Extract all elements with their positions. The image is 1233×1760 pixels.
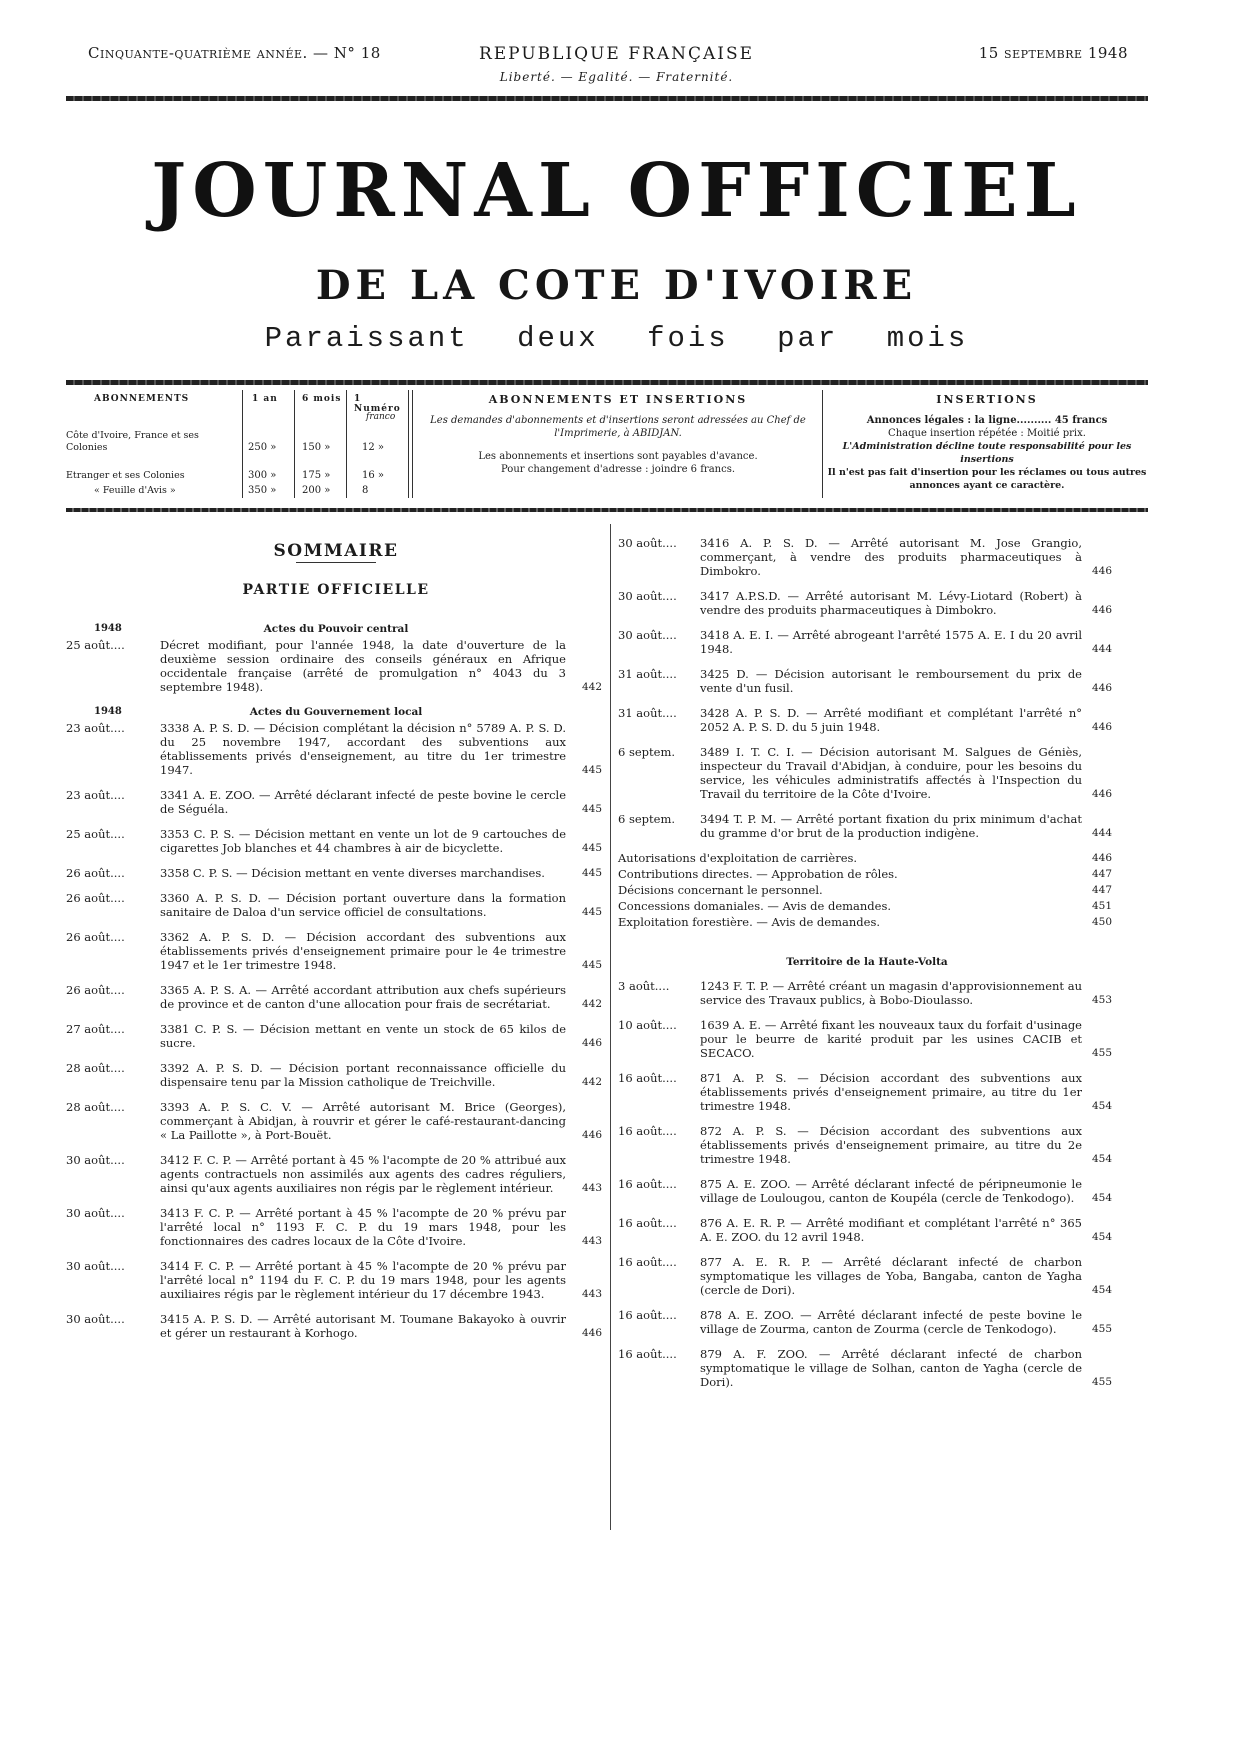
list-item (66, 638, 606, 694)
entry-date: 23 août.... (66, 721, 125, 735)
entry-text: 871 A. P. S. — Décision accordant des subventions aux établissements privés d'enseignement primaire, au titre du 1er trimestre 1948. (700, 1071, 1082, 1113)
entry-page: 455 (1091, 1047, 1112, 1059)
section-year: 1948 (94, 623, 122, 634)
entry-text: 872 A. P. S. — Décision accordant des subventions aux établissements privés d'enseignement primaire, au titre du 2e trimestre 1948. (700, 1124, 1082, 1166)
masthead-subtitle: DE LA COTE D'IVOIRE (315, 262, 918, 309)
insertions-text: L'Administration décline toute responsabilité pour les insertions (842, 441, 1132, 465)
entry-text: 3381 C. P. S. — Décision mettant en vente un stock de 65 kilos de sucre. (160, 1022, 566, 1050)
entry-page: 445 (581, 906, 602, 918)
entry-text: 3393 A. P. S. C. V. — Arrêté autorisant M. Brice (Georges), commerçant à Abidjan, à rouvrir et gérer le café-restaurant-dancing « La Paillotte », à Port-Bouët. (160, 1100, 566, 1142)
entry-text: 3412 F. C. P. — Arrêté portant à 45 % l'acompte de 20 % attribué aux agents contractuels non assimilés aux agents des cadres réguliers, ainsi qu'aux agents auxiliaires non régis par le règlement intérieur. (160, 1153, 566, 1195)
subscription-franco: franco (366, 412, 396, 422)
entry-page: 442 (581, 998, 602, 1010)
entry-text: 3494 T. P. M. — Arrêté portant fixation du prix minimum d'achat du gramme d'or brut de la production indigène. (700, 812, 1082, 840)
list-item (618, 1255, 1116, 1297)
list-item (66, 930, 606, 972)
entry-date: 6 septem. (618, 812, 676, 826)
insertions-title: INSERTIONS (936, 393, 1038, 406)
entry-page: 455 (1091, 1323, 1112, 1335)
subscription-info-title: ABONNEMENTS ET INSERTIONS (488, 393, 748, 406)
sommaire-title: SOMMAIRE (273, 541, 399, 561)
entry-date: 28 août.... (66, 1061, 125, 1075)
subscription-row-label: « Feuille d'Avis » (94, 485, 176, 496)
list-item (66, 788, 606, 816)
entry-text: Concessions domaniales. — Avis de demandes. (618, 899, 892, 913)
republic-motto: Liberté. — Egalité. — Fraternité. (499, 70, 734, 84)
list-item (66, 1312, 606, 1340)
subscription-row-year: 300 » (248, 470, 277, 481)
entry-page: 445 (581, 959, 602, 971)
subscription-col-divider (346, 390, 347, 498)
list-item (618, 1216, 1116, 1244)
subscription-info-text: Pour changement d'adresse : joindre 6 francs. (500, 464, 736, 475)
top-rule (66, 96, 1148, 101)
subscription-row-label: Côte d'Ivoire, France et ses Colonies (66, 430, 199, 453)
entry-date: 10 août.... (618, 1018, 677, 1032)
entry-page: 446 (1091, 721, 1112, 733)
entry-date: 26 août.... (66, 866, 125, 880)
entry-page: 446 (1091, 604, 1112, 616)
subscription-header-label: ABONNEMENTS (94, 394, 190, 404)
subscription-bottom-rule (66, 508, 1148, 512)
entry-date: 16 août.... (618, 1308, 677, 1322)
subscription-info (418, 388, 818, 476)
entry-page: 443 (581, 1288, 602, 1300)
list-item (66, 1022, 606, 1050)
entry-text: Décisions concernant le personnel. (618, 883, 823, 897)
list-item (618, 812, 1116, 840)
subscription-row-issue: 8 (362, 485, 369, 496)
entry-page: 455 (1091, 1376, 1112, 1388)
list-item (618, 628, 1116, 656)
sommaire-left-column (66, 620, 606, 1351)
entry-text: 1243 F. T. P. — Arrêté créant un magasin d'approvisionnement au service des Travaux publics, à Bobo-Dioulasso. (700, 979, 1082, 1007)
section-heading (66, 622, 606, 636)
insertions-text: Annonces légales : la ligne.......... 45 francs (866, 415, 1108, 426)
list-item (618, 706, 1116, 734)
entry-text: Exploitation forestière. — Avis de demandes. (618, 915, 880, 929)
entry-date: 30 août.... (66, 1259, 125, 1273)
subscription-col-divider (294, 390, 295, 498)
entry-page: 443 (581, 1235, 602, 1247)
entry-text: 3418 A. E. I. — Arrêté abrogeant l'arrêté 1575 A. E. I du 20 avril 1948. (700, 628, 1082, 656)
subscription-top-rule (66, 380, 1148, 385)
list-item (618, 536, 1116, 578)
entry-date: 23 août.... (66, 788, 125, 802)
list-item (66, 891, 606, 919)
entry-page: 446 (581, 1129, 602, 1141)
entry-date: 30 août.... (618, 536, 677, 550)
list-item (66, 721, 606, 777)
list-item (618, 915, 1116, 929)
entry-page: 447 (1091, 884, 1112, 896)
sommaire-right-column (618, 536, 1116, 1400)
subscription-col-divider (242, 390, 243, 498)
entry-date: 16 août.... (618, 1124, 677, 1138)
list-item (618, 667, 1116, 695)
entry-page: 454 (1091, 1284, 1112, 1296)
subscription-row-six-months: 200 » (302, 485, 331, 496)
entry-text: 3415 A. P. S. D. — Arrêté autorisant M. Toumane Bakayoko à ouvrir et gérer un restaurant à Korhogo. (160, 1312, 566, 1340)
sommaire-underline (296, 562, 376, 563)
subscription-header-year: 1 an (252, 394, 278, 404)
republic-label: REPUBLIQUE FRANÇAISE (478, 44, 755, 64)
subscription-row-six-months: 150 » (302, 442, 331, 453)
subscription-info-text: Les demandes d'abonnements et d'insertions seront adressées au Chef de l'Imprimerie, à ABIDJAN. (430, 415, 806, 439)
entry-page: 442 (581, 681, 602, 693)
entry-text: 3338 A. P. S. D. — Décision complétant la décision n° 5789 A. P. S. D. du 25 novembre 1947, accordant des subventions aux établissements privés d'enseignement, au titre du 1er trimestre 1947. (160, 721, 566, 777)
entry-date: 30 août.... (618, 628, 677, 642)
entry-date: 31 août.... (618, 667, 677, 681)
subscription-row-year: 350 » (248, 485, 277, 496)
entry-page: 446 (1091, 788, 1112, 800)
entry-text: 3489 I. T. C. I. — Décision autorisant M. Salgues de Géniès, inspecteur du Travail d'Abidjan, à conduire, pour les besoins du service, les véhicules administratifs affectés à l'Inspection du Travail du territoire de la Côte d'Ivoire. (700, 745, 1082, 801)
list-item (66, 1259, 606, 1301)
insertions-info (826, 388, 1148, 492)
subscription-row-issue: 16 » (362, 470, 385, 481)
entry-date: 6 septem. (618, 745, 676, 759)
entry-page: 445 (581, 764, 602, 776)
issue-date: 15 septembre 1948 (978, 44, 1128, 62)
entry-page: 454 (1091, 1153, 1112, 1165)
entry-page: 445 (581, 803, 602, 815)
list-item (66, 1153, 606, 1195)
entry-text: 3414 F. C. P. — Arrêté portant à 45 % l'acompte de 20 % prévu par l'arrêté local n° 1194 du F. C. P. du 19 mars 1948, pour les agents auxiliaires régis par le règlement intérieur du 17 décembre 1943. (160, 1259, 566, 1301)
subscription-divider (822, 390, 823, 498)
insertions-text: Chaque insertion répétée : Moitié prix. (888, 428, 1086, 439)
list-item (618, 979, 1116, 1007)
entry-text: 3425 D. — Décision autorisant le remboursement du prix de vente d'un fusil. (700, 667, 1082, 695)
subscription-row-year: 250 » (248, 442, 277, 453)
subscription-info-text: Les abonnements et insertions sont payables d'avance. (478, 451, 758, 462)
entry-text: 3392 A. P. S. D. — Décision portant reconnaissance officielle du dispensaire tenu par la Mission catholique de Treichville. (160, 1061, 566, 1089)
entry-page: 446 (1091, 852, 1112, 864)
entry-date: 30 août.... (618, 589, 677, 603)
entry-text: Contributions directes. — Approbation de rôles. (618, 867, 898, 881)
entry-page: 454 (1091, 1192, 1112, 1204)
entry-page: 446 (1091, 682, 1112, 694)
entry-text: 3428 A. P. S. D. — Arrêté modifiant et complétant l'arrêté n° 2052 A. P. S. D. du 5 juin 1948. (700, 706, 1082, 734)
entry-text: 3413 F. C. P. — Arrêté portant à 45 % l'acompte de 20 % prévu par l'arrêté local n° 1193 F. C. P. du 19 mars 1948, pour les fonctionnaires des cadres locaux de la Côte d'Ivoire. (160, 1206, 566, 1248)
insertions-text: Il n'est pas fait d'insertion pour les réclames ou tous autres annonces ayant ce caractère. (827, 467, 1147, 491)
entry-text: 3416 A. P. S. D. — Arrêté autorisant M. Jose Grangio, commerçant, à vendre des produits pharmaceutiques à Dimbokro. (700, 536, 1082, 578)
entry-date: 30 août.... (66, 1312, 125, 1326)
entry-date: 16 août.... (618, 1177, 677, 1191)
territoire-heading: Territoire de la Haute-Volta (786, 956, 948, 968)
entry-text: 878 A. E. ZOO. — Arrêté déclarant infecté de peste bovine le village de Zourma, canton de Zourma (cercle de Tenkodogo). (700, 1308, 1082, 1336)
entry-text: 3365 A. P. S. A. — Arrêté accordant attribution aux chefs supérieurs de province et de canton d'une allocation pour frais de secrétariat. (160, 983, 566, 1011)
list-item (618, 589, 1116, 617)
subscription-block (66, 388, 1148, 500)
list-item (66, 1100, 606, 1142)
partie-officielle-title: PARTIE OFFICIELLE (242, 582, 430, 598)
list-item (618, 851, 1116, 865)
entry-text: Autorisations d'exploitation de carrières. (618, 851, 858, 865)
subscription-row-label: Etranger et ses Colonies (66, 470, 185, 481)
entry-page: 443 (581, 1182, 602, 1194)
list-item (618, 1177, 1116, 1205)
entry-date: 16 août.... (618, 1071, 677, 1085)
masthead-frequency: Paraissant deux fois par mois (264, 322, 969, 355)
list-item (618, 1347, 1116, 1389)
entry-text: 1639 A. E. — Arrêté fixant les nouveaux taux du forfait d'usinage pour le beurre de karité produit par les usines CACIB et SECACO. (700, 1018, 1082, 1060)
section-year: 1948 (94, 706, 122, 717)
entry-date: 3 août.... (618, 979, 670, 993)
list-item (618, 883, 1116, 897)
entry-page: 454 (1091, 1231, 1112, 1243)
entry-text: Décret modifiant, pour l'année 1948, la date d'ouverture de la deuxième session ordinaire des conseils généraux en Afrique occidentale française (arrêté de promulgation n° 4043 du 3 septembre 1948). (160, 638, 566, 694)
list-item (66, 827, 606, 855)
subscription-row-issue: 12 » (362, 442, 385, 453)
entry-page: 454 (1091, 1100, 1112, 1112)
entry-date: 26 août.... (66, 891, 125, 905)
entry-text: 3417 A.P.S.D. — Arrêté autorisant M. Lévy-Liotard (Robert) à vendre des produits pharmaceutiques à Dimbokro. (700, 589, 1082, 617)
entry-date: 16 août.... (618, 1347, 677, 1361)
entry-text: 875 A. E. ZOO. — Arrêté déclarant infecté de péripneumonie le village de Loulougou, canton de Koupéla (cercle de Tenkodogo). (700, 1177, 1082, 1205)
entry-date: 26 août.... (66, 983, 125, 997)
entry-date: 30 août.... (66, 1153, 125, 1167)
section-heading-label: Actes du Gouvernement local (249, 706, 423, 718)
subscription-header-six-months: 6 mois (302, 394, 342, 404)
entry-date: 25 août.... (66, 827, 125, 841)
column-divider (610, 524, 611, 1530)
entry-page: 446 (581, 1037, 602, 1049)
entry-date: 16 août.... (618, 1216, 677, 1230)
entry-page: 446 (1091, 565, 1112, 577)
entry-date: 30 août.... (66, 1206, 125, 1220)
entry-text: 3341 A. E. ZOO. — Arrêté déclarant infecté de peste bovine le cercle de Séguéla. (160, 788, 566, 816)
list-item (618, 899, 1116, 913)
list-item (618, 1018, 1116, 1060)
entry-page: 444 (1091, 827, 1112, 839)
entry-date: 16 août.... (618, 1255, 677, 1269)
masthead-title: JOURNAL OFFICIEL (151, 148, 1082, 234)
entry-page: 444 (1091, 643, 1112, 655)
issue-number: Cinquante-quatrième année. — N° 18 (88, 44, 381, 62)
entry-page: 451 (1091, 900, 1112, 912)
entry-text: 879 A. F. ZOO. — Arrêté déclarant infecté de charbon symptomatique le village de Solhan, canton de Yagha (cercle de Dori). (700, 1347, 1082, 1389)
entry-page: 450 (1091, 916, 1112, 928)
subscription-col-divider (408, 390, 409, 498)
list-item (618, 1071, 1116, 1113)
entry-date: 26 août.... (66, 930, 125, 944)
subscription-table (66, 388, 410, 500)
entry-page: 453 (1091, 994, 1112, 1006)
list-item (618, 745, 1116, 801)
section-heading-label: Actes du Pouvoir central (263, 623, 409, 635)
entry-text: 3360 A. P. S. D. — Décision portant ouverture dans la formation sanitaire de Daloa d'un service officiel de consultations. (160, 891, 566, 919)
entry-date: 27 août.... (66, 1022, 125, 1036)
list-item (618, 1124, 1116, 1166)
list-item (66, 983, 606, 1011)
entry-date: 28 août.... (66, 1100, 125, 1114)
list-item (618, 1308, 1116, 1336)
entry-page: 442 (581, 1076, 602, 1088)
entry-text: 876 A. E. R. P. — Arrêté modifiant et complétant l'arrêté n° 365 A. E. ZOO. du 12 avril 1948. (700, 1216, 1082, 1244)
entry-date: 31 août.... (618, 706, 677, 720)
entry-page: 447 (1091, 868, 1112, 880)
list-item (66, 1206, 606, 1248)
entry-text: 3362 A. P. S. D. — Décision accordant des subventions aux établissements privés d'enseignement primaire pour le 4e trimestre 1947 et le 1er trimestre 1948. (160, 930, 566, 972)
section-heading (66, 705, 606, 719)
subscription-row-six-months: 175 » (302, 470, 331, 481)
list-item (66, 1061, 606, 1089)
list-item (618, 867, 1116, 881)
list-item (66, 866, 606, 880)
entry-text: 3358 C. P. S. — Décision mettant en vente diverses marchandises. (160, 866, 545, 880)
subscription-divider (412, 390, 413, 498)
entry-text: 877 A. E. R. P. — Arrêté déclarant infecté de charbon symptomatique les villages de Yoba, Bangaba, canton de Yagha (cercle de Dori). (700, 1255, 1082, 1297)
entry-text: 3353 C. P. S. — Décision mettant en vente un lot de 9 cartouches de cigarettes Job blanches et 44 chambres à air de bicyclette. (160, 827, 566, 855)
entry-date: 25 août.... (66, 638, 125, 652)
entry-page: 445 (581, 842, 602, 854)
entry-page: 446 (581, 1327, 602, 1339)
entry-page: 445 (581, 867, 602, 879)
subscription-header-issue: 1 Numéro (354, 394, 401, 414)
